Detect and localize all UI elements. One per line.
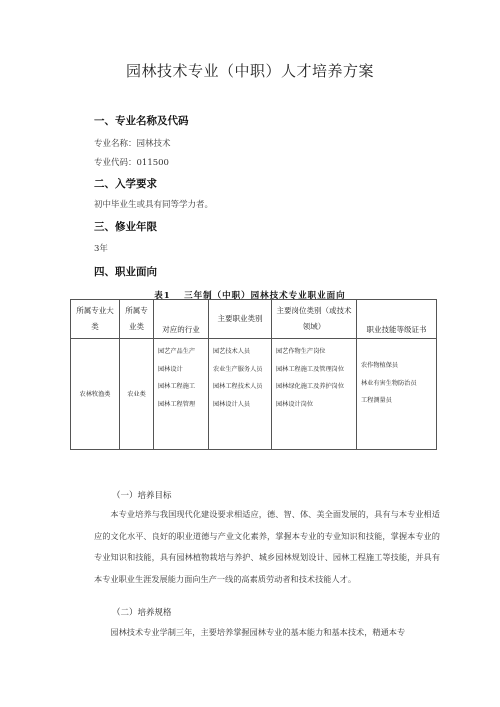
post-item: 园艺作物生产岗位 bbox=[276, 348, 326, 355]
occupation-item: 园艺技术人员 bbox=[213, 348, 251, 355]
training-goal-heading: （一）培养目标 bbox=[112, 491, 172, 501]
occupations-cell bbox=[209, 339, 272, 450]
admission-text: 初中毕业生或具有同等学力者。 bbox=[94, 200, 214, 210]
certificate-item: 工程测量员 bbox=[361, 397, 392, 404]
section-heading-admission: 二、入学要求 bbox=[94, 178, 157, 190]
industry-item: 园艺产品生产 bbox=[158, 348, 196, 355]
major-code-line: 专业代码：011500 bbox=[94, 158, 169, 168]
header-cell: 所属专业大类 bbox=[71, 300, 120, 339]
header-cell: 主要职业类别 bbox=[209, 300, 272, 339]
occupation-item: 农业生产服务人员 bbox=[213, 365, 263, 373]
post-item: 园林设计岗位 bbox=[276, 400, 314, 408]
subcategory-cell: 农业类 bbox=[120, 339, 154, 450]
header-cell: 对应的行业 bbox=[154, 300, 209, 339]
table-caption: 表1 三年制（中职）园林技术专业职业面向 bbox=[154, 291, 346, 301]
occupation-item: 园林工程技术人员 bbox=[213, 383, 263, 390]
major-name-line: 专业名称：园林技术 bbox=[94, 139, 171, 149]
post-item: 园林绿化施工及养护岗位 bbox=[276, 383, 345, 390]
industry-item: 园林设计 bbox=[158, 365, 183, 373]
document-title: 园林技术专业（中职）人才培养方案 bbox=[125, 62, 374, 80]
posts-cell bbox=[272, 339, 357, 450]
table-header-row bbox=[71, 300, 437, 339]
header-cell: 所属专业类 bbox=[120, 300, 154, 339]
certificate-item: 林业有害生物防治员 bbox=[361, 379, 417, 387]
training-goal-text: 本专业培养与我国现代化建设要求相适应，德、智、体、美全面发展的，具有与本专业相适应的文化水平、良好的职业道德与产业文化素养，掌握本专业的专业知识和技能，掌握本专业的专业知识和技能，具有园林植物栽培与养护、城乡园林规划设计、园林工程施工等技能，并具有本专业职业生涯发展能力面向生产一线的高素质劳动者和技术技能人才。 bbox=[94, 509, 440, 584]
post-item: 园林工程施工及管理岗位 bbox=[276, 365, 345, 373]
industry-item: 园林工程施工 bbox=[158, 383, 196, 390]
training-spec-text: 园林技术专业学制三年，主要培养掌握园林专业的基本能力和基本技术，精通本专 bbox=[110, 627, 406, 637]
category-cell: 农林牧渔类 bbox=[71, 339, 120, 450]
industries-cell bbox=[154, 339, 209, 450]
section-heading-career: 四、职业面向 bbox=[94, 266, 157, 278]
certificates-cell bbox=[357, 339, 437, 450]
certificate-item: 农作物植保员 bbox=[361, 362, 399, 369]
header-cell: 主要岗位类别（或技术领域） bbox=[272, 300, 357, 339]
section-heading-major: 一、专业名称及代码 bbox=[94, 115, 189, 127]
occupation-item: 园林设计人员 bbox=[213, 400, 251, 408]
training-spec-heading: （二）培养规格 bbox=[112, 608, 172, 618]
duration-text: 3年 bbox=[94, 244, 108, 254]
section-heading-duration: 三、修业年限 bbox=[94, 221, 157, 233]
table-row bbox=[71, 339, 437, 450]
industry-item: 园林工程管理 bbox=[158, 400, 196, 408]
career-orientation-table bbox=[70, 299, 437, 450]
header-cell: 职业技能等级证书 bbox=[357, 300, 437, 339]
